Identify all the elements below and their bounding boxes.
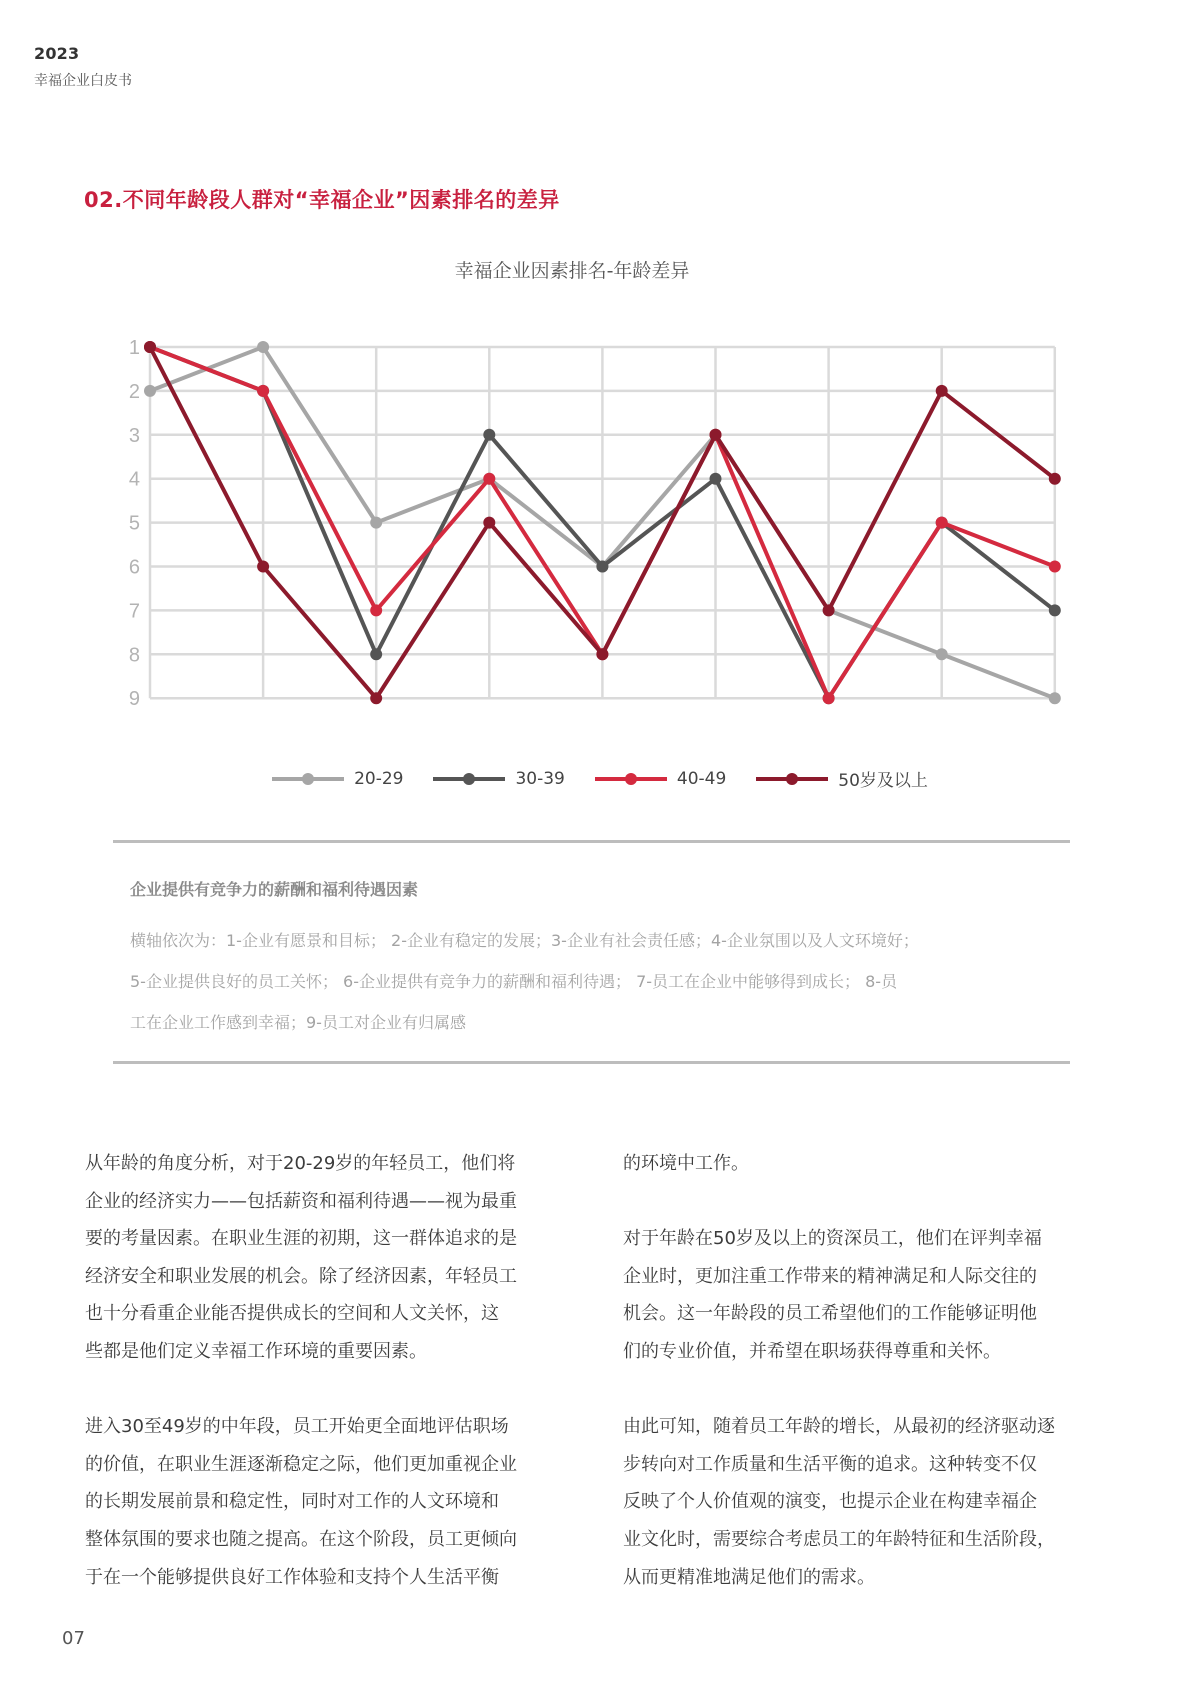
notes-line: 5-企业提供良好的员工关怀； 6-企业提供有竞争力的薪酬和福利待遇； 7-员工在企业中能够得到成长； 8-员 <box>130 972 898 991</box>
text-line: 于在一个能够提供良好工作体验和支持个人生活平衡 <box>85 1566 499 1588</box>
data-point <box>483 429 495 441</box>
data-point <box>1049 692 1061 704</box>
y-axis-ticks <box>129 337 140 710</box>
y-tick-label: 1 <box>128 337 140 359</box>
y-tick-label: 6 <box>128 556 140 579</box>
body-column-left <box>85 1145 575 1634</box>
data-point <box>257 561 269 573</box>
data-point <box>936 648 948 660</box>
text-line: 进入30至49岁的中年段，员工开始更全面地评估职场 <box>85 1416 509 1438</box>
legend-marker-icon <box>272 777 344 781</box>
text-line: 从而更精准地满足他们的需求。 <box>623 1566 875 1588</box>
body-column-right <box>623 1145 1113 1634</box>
text-line: 从年龄的角度分析，对于20-29岁的年轻员工，他们将 <box>85 1153 516 1174</box>
text-line: 们的专业价值，并希望在职场获得尊重和关怀。 <box>623 1340 1001 1362</box>
data-point <box>370 648 382 660</box>
data-point <box>370 692 382 704</box>
section-title: 02.不同年龄段人群对“幸福企业”因素排名的差异 <box>84 188 560 212</box>
text-line: 反映了个人价值观的演变，也提示企业在构建幸福企 <box>623 1491 1037 1513</box>
line-chart <box>0 0 1200 760</box>
text-line: 的长期发展前景和稳定性，同时对工作的人文环境和 <box>85 1491 499 1513</box>
chart-legend <box>0 766 1200 791</box>
y-tick-label: 4 <box>128 468 140 491</box>
data-point <box>483 517 495 529</box>
y-tick-label: 2 <box>128 380 140 403</box>
y-tick-label: 7 <box>128 600 140 623</box>
data-point <box>1049 473 1061 485</box>
data-point <box>710 473 722 485</box>
y-tick-label: 3 <box>128 424 140 447</box>
paragraph-young-employees <box>85 1145 575 1371</box>
text-line: 企业的经济实力——包括薪资和福利待遇——视为最重 <box>85 1190 517 1212</box>
legend-marker-icon <box>595 777 667 781</box>
text-line: 业文化时，需要综合考虑员工的年龄特征和生活阶段， <box>623 1528 1055 1550</box>
data-point <box>1049 561 1061 573</box>
notes-body <box>130 920 1065 1043</box>
paragraph-conclusion <box>623 1408 1113 1596</box>
data-point <box>144 341 156 353</box>
text-line: 的环境中工作。 <box>623 1153 749 1174</box>
paragraph-middle-age-employees <box>85 1408 575 1596</box>
y-tick-label: 5 <box>128 512 140 535</box>
notes-line: 横轴依次为：1-企业有愿景和目标； 2-企业有稳定的发展；3-企业有社会责任感；4-企业氛围以及人文环境好； <box>130 931 919 950</box>
notes-title: 企业提供有竞争力的薪酬和福利待遇因素 <box>130 880 419 899</box>
legend-marker-icon <box>756 777 828 781</box>
data-point <box>596 648 608 660</box>
text-line: 也十分看重企业能否提供成长的空间和人文关怀，这 <box>85 1303 499 1325</box>
data-point <box>936 517 948 529</box>
data-point <box>483 473 495 485</box>
text-line: 要的考量因素。在职业生涯的初期，这一群体追求的是 <box>85 1228 517 1250</box>
text-line: 对于年龄在50岁及以上的资深员工，他们在评判幸福 <box>623 1228 1042 1250</box>
data-point <box>257 385 269 397</box>
text-line: 的价值，在职业生涯逐渐稳定之际，他们更加重视企业 <box>85 1453 517 1475</box>
legend-label: 40-49 <box>676 768 727 789</box>
text-line: 企业时，更加注重工作带来的精神满足和人际交往的 <box>623 1265 1037 1287</box>
legend-label: 20-29 <box>354 768 404 789</box>
text-line: 些都是他们定义幸福工作环境的重要因素。 <box>85 1340 427 1362</box>
data-point <box>370 604 382 616</box>
data-point <box>823 604 835 616</box>
header-year: 2023 <box>34 44 80 63</box>
paragraph-continuation <box>623 1145 1113 1183</box>
y-tick-label: 8 <box>128 644 140 667</box>
data-point <box>936 385 948 397</box>
text-line: 机会。这一年龄段的员工希望他们的工作能够证明他 <box>623 1303 1037 1325</box>
y-tick-label: 9 <box>128 688 140 711</box>
legend-item <box>433 766 564 791</box>
paragraph-senior-employees <box>623 1220 1113 1370</box>
notes-line: 工在企业工作感到幸福；9-员工对企业有归属感 <box>130 1013 466 1032</box>
data-point <box>370 517 382 529</box>
data-point <box>144 385 156 397</box>
data-point <box>710 429 722 441</box>
text-line: 步转向对工作质量和生活平衡的追求。这种转变不仅 <box>623 1453 1037 1475</box>
data-point <box>1049 604 1061 616</box>
header-subtitle: 幸福企业白皮书 <box>34 73 132 89</box>
text-line: 经济安全和职业发展的机会。除了经济因素，年轻员工 <box>85 1265 517 1287</box>
chart-title: 幸福企业因素排名-年龄差异 <box>454 260 690 282</box>
notes-top-divider <box>113 840 1070 843</box>
data-point <box>823 692 835 704</box>
text-line: 由此可知，随着员工年龄的增长，从最初的经济驱动逐 <box>623 1416 1055 1438</box>
text-line: 整体氛围的要求也随之提高。在这个阶段，员工更倾向 <box>85 1528 517 1550</box>
legend-marker-icon <box>433 777 505 781</box>
legend-item <box>756 766 928 791</box>
legend-item <box>272 766 403 791</box>
page-number: 07 <box>62 1628 85 1649</box>
data-point <box>596 561 608 573</box>
legend-label: 50岁及以上 <box>838 771 928 791</box>
data-point <box>257 341 269 353</box>
notes-bottom-divider <box>113 1061 1070 1064</box>
legend-label: 30-39 <box>515 768 565 789</box>
legend-item <box>595 766 726 791</box>
